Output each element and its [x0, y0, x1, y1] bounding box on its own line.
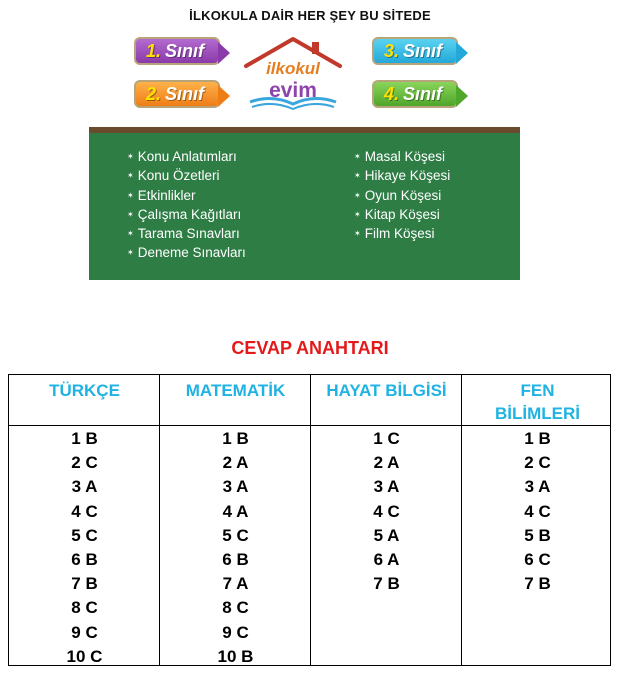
grade-number: 2. [146, 83, 162, 104]
board-item[interactable]: ✶ Konu Anlatımları [127, 147, 246, 166]
answer-cell: 8 C [222, 598, 249, 618]
answer-cell: 7 B [373, 574, 400, 594]
site-title: İLKOKULA DAİR HER ŞEY BU SİTEDE [189, 8, 431, 23]
grade-label: Sınıf [165, 83, 205, 104]
answer-cell: 7 B [71, 574, 98, 594]
board-item[interactable]: ✶ Hikaye Köşesi [354, 166, 450, 185]
answer-cell: 5 A [373, 525, 400, 545]
answer-cell: 3 A [222, 477, 249, 497]
answer-list [462, 427, 613, 596]
column-header [462, 379, 613, 425]
answer-cell: 9 C [71, 622, 98, 642]
answer-cell: 8 C [71, 598, 98, 618]
answer-cell: 7 A [222, 574, 249, 594]
grade-3-button[interactable] [372, 37, 458, 65]
answer-cell: 6 A [373, 549, 400, 569]
answer-cell: 2 A [373, 453, 400, 473]
logo-top-text: ilkokul [266, 59, 320, 78]
grade-label: Sınıf [165, 40, 205, 61]
grade-1-button[interactable] [134, 37, 220, 65]
column-header [311, 379, 462, 402]
grade-number: 1. [146, 40, 162, 61]
board-item[interactable]: ✶ Masal Köşesi [354, 147, 450, 166]
answer-cell: 7 B [524, 574, 551, 594]
board-item[interactable]: ✶ Deneme Sınavları [127, 243, 246, 262]
answer-list [9, 427, 160, 669]
answer-cell: 6 B [71, 549, 98, 569]
answer-cell: 5 C [71, 525, 98, 545]
column-header-line: FEN [520, 381, 555, 400]
answer-cell: 6 C [524, 549, 551, 569]
column-header-line: BİLİMLERİ [495, 404, 580, 423]
answer-cell: 4 A [222, 501, 249, 521]
column-header [160, 379, 311, 402]
answer-cell: 2 A [222, 453, 249, 473]
answer-cell: 2 C [71, 453, 98, 473]
answer-list [160, 427, 311, 669]
grade-number: 3. [384, 40, 400, 61]
arrow-icon [456, 42, 468, 64]
answer-cell: 2 C [524, 453, 551, 473]
corners-list [354, 147, 450, 243]
grade-4-button[interactable] [372, 80, 458, 108]
column-header-line: MATEMATİK [185, 381, 286, 400]
ilkokul-evim-logo [242, 36, 344, 114]
board-item[interactable]: ✶ Etkinlikler [127, 186, 246, 205]
answer-cell: 3 A [71, 477, 98, 497]
grade-label: Sınıf [403, 83, 443, 104]
answer-cell: 1 C [373, 429, 400, 448]
answer-cell: 1 B [222, 429, 249, 448]
arrow-icon [456, 85, 468, 107]
grade-2-button[interactable] [134, 80, 220, 108]
answer-cell: 3 A [524, 477, 551, 497]
answer-cell: 9 C [222, 622, 249, 642]
grade-label: Sınıf [403, 40, 443, 61]
column-header-line: TÜRKÇE [49, 381, 120, 400]
arrow-icon [218, 85, 230, 107]
answer-cell: 5 C [222, 525, 249, 545]
board-item[interactable]: ✶ Film Köşesi [354, 224, 450, 243]
answer-cell: 3 A [373, 477, 400, 497]
column-header [9, 379, 160, 402]
answer-cell: 5 B [524, 525, 551, 545]
board-item[interactable]: ✶ Konu Özetleri [127, 166, 246, 185]
answer-cell: 6 B [222, 549, 249, 569]
lessons-list [127, 147, 246, 263]
answer-cell: 4 C [524, 501, 551, 521]
board-item[interactable]: ✶ Kitap Köşesi [354, 205, 450, 224]
grade-number: 4. [384, 83, 400, 104]
answer-cell: 1 B [71, 429, 98, 448]
board-item[interactable]: ✶ Çalışma Kağıtları [127, 205, 246, 224]
answer-key-table [8, 374, 611, 666]
arrow-icon [218, 42, 230, 64]
answer-key-title: CEVAP ANAHTARI [231, 338, 389, 358]
board-item[interactable]: ✶ Tarama Sınavları [127, 224, 246, 243]
answer-cell: 1 B [524, 429, 551, 448]
column-header-line: HAYAT BİLGİSİ [326, 381, 447, 400]
board-item[interactable]: ✶ Oyun Köşesi [354, 186, 450, 205]
logo-bottom-text: evim [269, 79, 317, 102]
answer-cell: 4 C [71, 501, 98, 521]
answer-cell: 10 C [66, 646, 103, 666]
answer-cell: 10 B [217, 646, 254, 666]
category-board [89, 127, 520, 280]
answer-list [311, 427, 462, 596]
answer-cell: 4 C [373, 501, 400, 521]
